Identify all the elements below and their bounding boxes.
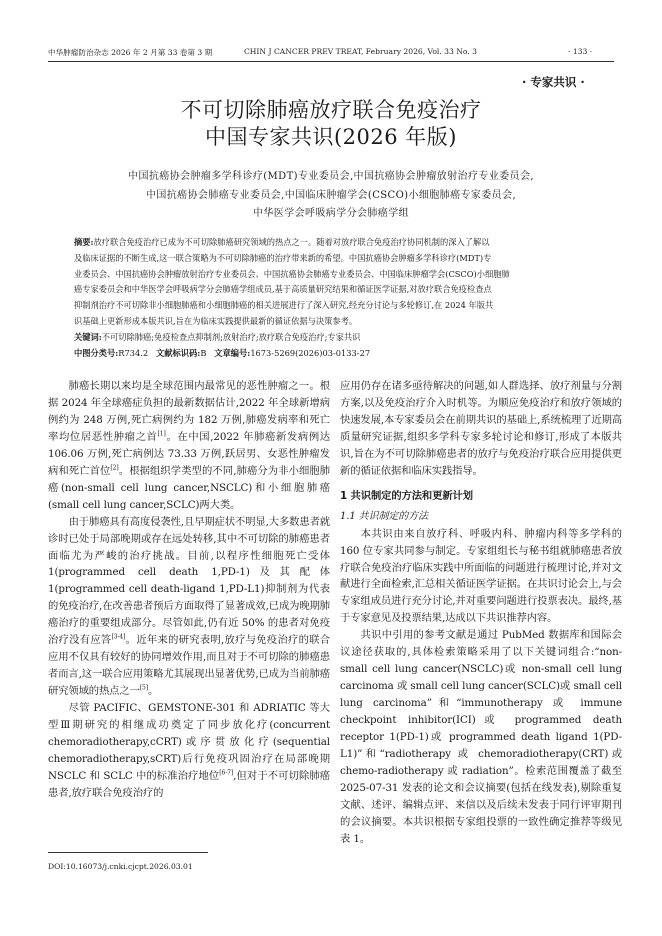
article-title — [0, 97, 662, 151]
author-line-2: 中国抗癌协会肺癌专业委员会,中国临床肿瘤学会(CSCO)小细胞肺癌专家委员会, — [145, 189, 517, 201]
keywords: 不可切除肺癌;免疫检查点抑制剂;放射治疗;放疗联合免疫治疗;专家共识 — [101, 331, 361, 342]
abstract-line: 抑制剂治疗不可切除非小细胞肺癌和小细胞肺癌的相关进展进行了深入研究,经充分讨论与多轮修订,在 2024 年版共 — [74, 300, 494, 311]
citation: [3-4] — [111, 633, 126, 641]
author-groups — [0, 168, 662, 224]
citation: [5] — [139, 684, 148, 692]
abstract-line: 识基础上更新形成本版共识,旨在为临床实践提供最新的循证依据与决策参考。 — [74, 315, 358, 326]
keywords-label: 关键词: — [74, 331, 102, 342]
abstract-line: 摘要:放疗联合免疫治疗已成为不可切除肺癌研究领域的热点之一。随着对放疗联合免疫治疗协同机制的深入了解以 — [74, 237, 490, 247]
abstract-line: 癌专家委员会和中华医学会呼吸病学分会肺癌学组成员,基于高质量研究结果和循证医学证据,对放疗联合免疫检查点 — [74, 284, 492, 295]
abstract-block — [74, 235, 592, 361]
citation: [1] — [157, 430, 166, 438]
doi: DOI:10.16073/j.cnki.cjcpt.2026.03.01 — [48, 862, 193, 871]
author-line-3: 中华医学会呼吸病学分会肺癌学组 — [253, 208, 409, 219]
document-code: B — [200, 347, 207, 358]
paragraph: 本共识由来自放疗科、呼吸内科、肿瘤内科等多学科的 160 位专家共同参与制定。专家组组长与秘书组就肺癌患者放疗联合免疫治疗临床实践中所面临的问题进行梳理讨论,并对文献进行全面检索,汇总相关循证医学证据。在共识讨论会上,与会专家组成员进行充分讨论,并对重要问题进行投票表决。最终,基于专家意见及投票结果,达成以下共识推荐内容。 — [340, 527, 622, 625]
footnote-rule — [48, 852, 208, 853]
abstract-line: 及临床证据的不断生成,这一联合策略为不可切除肺癌的治疗带来新的希望。中国抗癌协会肿瘤多学科诊疗(MDT)专 — [74, 252, 492, 263]
title-line-1: 不可切除肺癌放疗联合免疫治疗 — [180, 98, 482, 122]
subsection-heading: 1.1 共识制定的方法 — [340, 510, 428, 522]
body-right-column — [340, 378, 622, 848]
abstract-line: 业委员会、中国抗癌协会肿瘤放射治疗专业委员会、中国抗癌协会肺癌专业委员会、中国临床肿瘤学会(CSCO)小细胞肺 — [74, 268, 510, 279]
classification-line: 中图分类号:R734.2 文献标识码:B 文章编号:1673-5269(2026)03-0133-27 — [74, 347, 371, 358]
paragraph: 由于肺癌具有高度侵袭性,且早期症状不明显,大多数患者就诊时已处于局部晚期或存在远处转移,其中不可切除的肺癌患者面临尤为严峻的治疗挑战。目前,以程序性细胞死亡受体 1(programmed cell death 1,PD-1)及其配体 1(programmed cell death-ligand 1,PD-L1)抑制剂为代表的免疫治疗,在改善患者预后方面取得了显著成效,已成为晚期肺癌治疗的重要组成部分。尽管如此,仍有近 50% 的患者对免疫治疗没有应答[3-4]。近年来的研究表明,放疗与免疫治疗的联合应用不仅具有较好的协同增效作用,而且对于不可切除的肺癌患者而言,这一联合应用策略尤其展现出显著优势,已成为当前肺癌研究领域的热点之一[5]。 — [48, 515, 330, 698]
keywords-line — [74, 330, 592, 346]
journal-name-cn: 中华肿瘤防治杂志 2026 年 2 月第 33 卷第 3 期 — [48, 48, 213, 57]
section-label: · 专家共识 · — [522, 75, 585, 89]
citation: [2] — [110, 464, 119, 472]
classification-number: R734.2 — [118, 347, 149, 358]
section-heading: 1 共识制定的方法和更新计划 — [340, 489, 473, 502]
paragraph: 应用仍存在诸多亟待解决的问题,如人群选择、放疗剂量与分割方案,以及免疫治疗介入时机等。为顺应免疫治疗和放疗领域的快速发展,本专家委员会在前期共识的基础上,系统梳理了近期高质量研究证据,组织多学科专家多轮讨论和修订,形成了本版共识,旨在为不可切除肺癌患者的放疗与免疫治疗联合应用提供更新的循证依据和临床实践指导。 — [340, 380, 622, 477]
abstract-label: 摘要: — [74, 237, 94, 247]
header-rule — [48, 61, 614, 62]
author-line-1: 中国抗癌协会肿瘤多学科诊疗(MDT)专业委员会,中国抗癌协会肿瘤放射治疗专业委员会, — [128, 171, 534, 182]
article-number: 1673-5269(2026)03-0133-27 — [250, 347, 371, 358]
page-number: · 133 · — [568, 47, 593, 56]
paragraph: 尽管 PACIFIC、GEMSTONE-301 和 ADRIATIC 等大型Ⅲ期研究的相继成功奠定了同步放化疗(concurrent chemoradiotherapy,cCRT)或序贯放化疗(sequential chemoradiotherapy,sCRT)后行免疫巩固治疗在局部晚期 NSCLC 和 SCLC 中的标准治疗地位[6-7],但对于不可切除肺癌患者,放疗联合免疫治疗的 — [48, 702, 330, 799]
journal-name-en: CHIN J CANCER PREV TREAT, February 2026, Vol. 33 No. 3 — [244, 47, 477, 56]
paragraph: 共识中引用的参考文献是通过 PubMed 数据库和国际会议途径获取的,具体检索策略采用了以下关键词组合:“non-small cell lung cancer(NSCLC)或 non-small cell lung carcinoma 或 small cell lung cancer(SCLC)或 small cell lung carcinoma”和“immunotherapy 或 immune checkpoint inhibitor(ICI)或 programmed death receptor 1(PD-1)或 programmed death ligand 1(PD-L1)”和“radiotherapy 或 chemoradiotherapy(CRT)或 chemo-radiotherapy 或 radiation”。检索范围覆盖了截至 2025-07-31 发表的论文和会议摘要(包括在线发表),剔除重复文献、述评、编辑点评、来信以及后续未发表于同行评审期刊的会议摘要。本共识根据专家组投票的一致性确定推荐等级见表 1。 — [340, 629, 622, 845]
paragraph: 肺癌长期以来均是全球范围内最常见的恶性肿瘤之一。根据 2024 年全球癌症负担的最新数据估计,2022 年全球新增病例约为 248 万例,死亡病例约为 182 万例,肺癌发病率和死亡率均位居恶性肿瘤之首[1]。在中国,2022 年肺癌新发病例达 106.06 万例,死亡病例达 73.33 万例,跃居男、女恶性肿瘤发病和死亡首位[2]。根据组织学类型的不同,肺癌分为非小细胞肺癌(non-small cell lung cancer,NSCLC)和小细胞肺癌(small cell lung cancer,SCLC)两大类。 — [48, 380, 331, 511]
citation: [6-7] — [219, 769, 234, 777]
body-left-column — [48, 378, 330, 802]
title-line-2: 中国专家共识(2026 年版) — [204, 125, 457, 149]
